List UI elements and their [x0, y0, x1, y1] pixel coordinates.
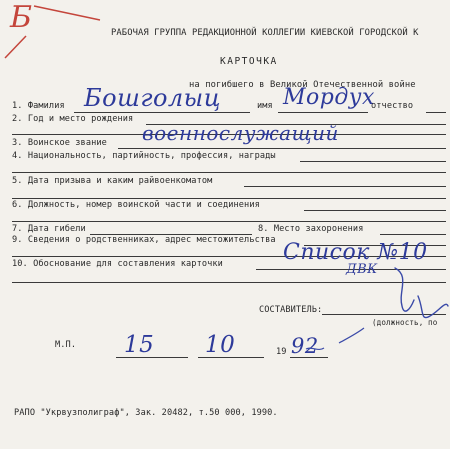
label-relatives: 9. Сведения о родственниках, адрес местожительства — [12, 235, 276, 245]
footer-imprint: РАПО "Укрвузполиграф", Зак. 20482, т.50 000, 1990. — [14, 408, 278, 418]
value-name: Мордух — [283, 85, 375, 110]
label-compiler: СОСТАВИТЕЛЬ: — [259, 305, 323, 315]
header-subtitle: на погибшего в Великой Отечественной войне — [189, 80, 416, 90]
label-conscription: 5. Дата призыва и каким райвоенкоматом — [12, 176, 213, 186]
label-name: имя — [257, 101, 273, 111]
label-burial: 8. Место захоронения — [258, 224, 364, 234]
label-basis: 10. Обоснование для составления карточки — [12, 259, 223, 269]
label-mp: М.П. — [55, 340, 77, 350]
value-month: 10 — [205, 332, 236, 358]
label-compiler-sub: (должность, по — [372, 318, 438, 327]
header-org: РАБОЧАЯ ГРУППА РЕДАКЦИОННОЙ КОЛЛЕГИИ КИЕВСКОЙ ГОРОДСКОЙ К — [111, 28, 419, 38]
label-year-prefix: 19 — [276, 347, 287, 357]
label-birth: 2. Год и место рождения — [12, 114, 134, 124]
label-patronymic: отчество — [371, 101, 414, 111]
value-surname: Бошголыц — [84, 84, 221, 112]
corner-letter: Б — [10, 0, 33, 35]
label-nationality: 4. Национальность, партийность, профессия, награды — [12, 151, 276, 161]
label-rank: 3. Воинское звание — [12, 138, 107, 148]
value-basis: Список №10 — [283, 240, 428, 265]
label-death-date: 7. Дата гибели — [12, 224, 86, 234]
value-basis-2: ДВК — [346, 262, 378, 277]
value-day: 15 — [124, 332, 155, 358]
header-title: КАРТОЧКА — [220, 56, 278, 67]
label-surname: 1. Фамилия — [12, 101, 65, 111]
label-position: 6. Должность, номер воинской части и соединения — [12, 200, 260, 210]
value-year: 92 — [291, 334, 319, 358]
value-rank: военнослужащий — [142, 121, 339, 145]
